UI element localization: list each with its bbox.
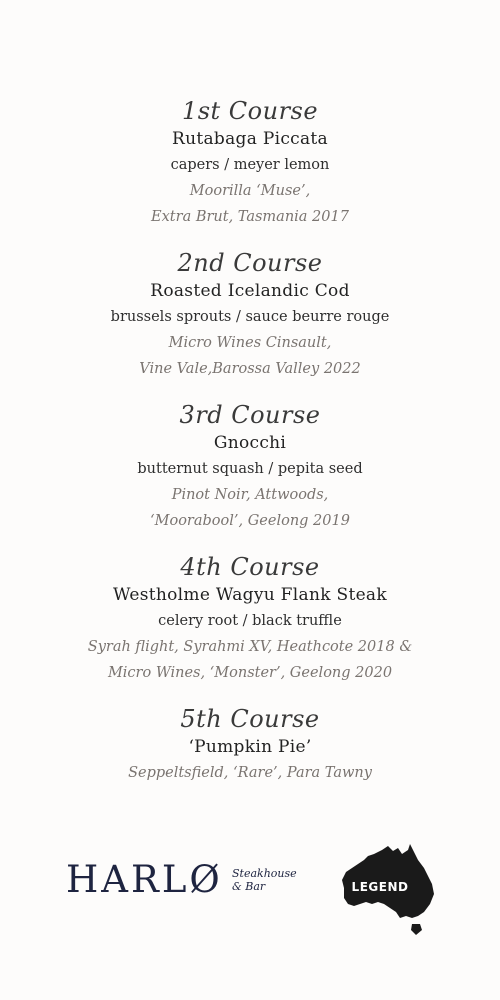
wine-line: Micro Wines, ‘Monster’, Geelong 2020 xyxy=(107,665,393,681)
course-5 xyxy=(0,704,500,786)
dish-sides: butternut squash / pepita seed xyxy=(137,461,363,477)
wine-line: Seppeltsfield, ‘Rare’, Para Tawny xyxy=(128,765,372,781)
course-3 xyxy=(0,400,500,534)
tasmania-shape xyxy=(411,924,422,935)
wine-line: Pinot Noir, Attwoods, xyxy=(171,487,329,503)
dish-name: Gnocchi xyxy=(213,433,287,453)
course-1 xyxy=(0,96,500,230)
course-4 xyxy=(0,552,500,686)
harlo-tagline xyxy=(232,867,297,893)
course-title: 2nd Course xyxy=(177,249,323,277)
wine-line: Vine Vale,Barossa Valley 2022 xyxy=(139,361,361,377)
menu xyxy=(0,96,500,804)
course-2 xyxy=(0,248,500,382)
legend-logo-text: LEGEND xyxy=(351,880,409,894)
course-title: 3rd Course xyxy=(179,401,321,429)
course-title: 4th Course xyxy=(180,553,320,581)
harlo-tagline-line: Steakhouse xyxy=(232,867,297,880)
dish-name: ‘Pumpkin Pie’ xyxy=(188,737,312,757)
dish-sides: capers / meyer lemon xyxy=(170,157,330,173)
dish-sides: celery root / black truffle xyxy=(158,613,342,629)
course-title: 5th Course xyxy=(180,705,320,733)
dish-name: Rutabaga Piccata xyxy=(172,129,328,149)
wine-line: ‘Moorabool’, Geelong 2019 xyxy=(150,513,350,529)
course-title: 1st Course xyxy=(181,97,319,125)
harlo-logo: HARLØ xyxy=(66,858,223,901)
dish-sides: brussels sprouts / sauce beurre rouge xyxy=(110,309,390,325)
dish-name: Westholme Wagyu Flank Steak xyxy=(113,585,387,605)
wine-line: Extra Brut, Tasmania 2017 xyxy=(151,209,349,225)
footer xyxy=(0,842,500,942)
wine-line: Moorilla ‘Muse’, xyxy=(189,183,311,199)
harlo-tagline-line: & Bar xyxy=(232,880,266,893)
wine-line: Micro Wines Cinsault, xyxy=(168,335,332,351)
dish-name: Roasted Icelandic Cod xyxy=(150,281,350,301)
wine-line: Syrah flight, Syrahmi XV, Heathcote 2018 & xyxy=(87,639,413,655)
